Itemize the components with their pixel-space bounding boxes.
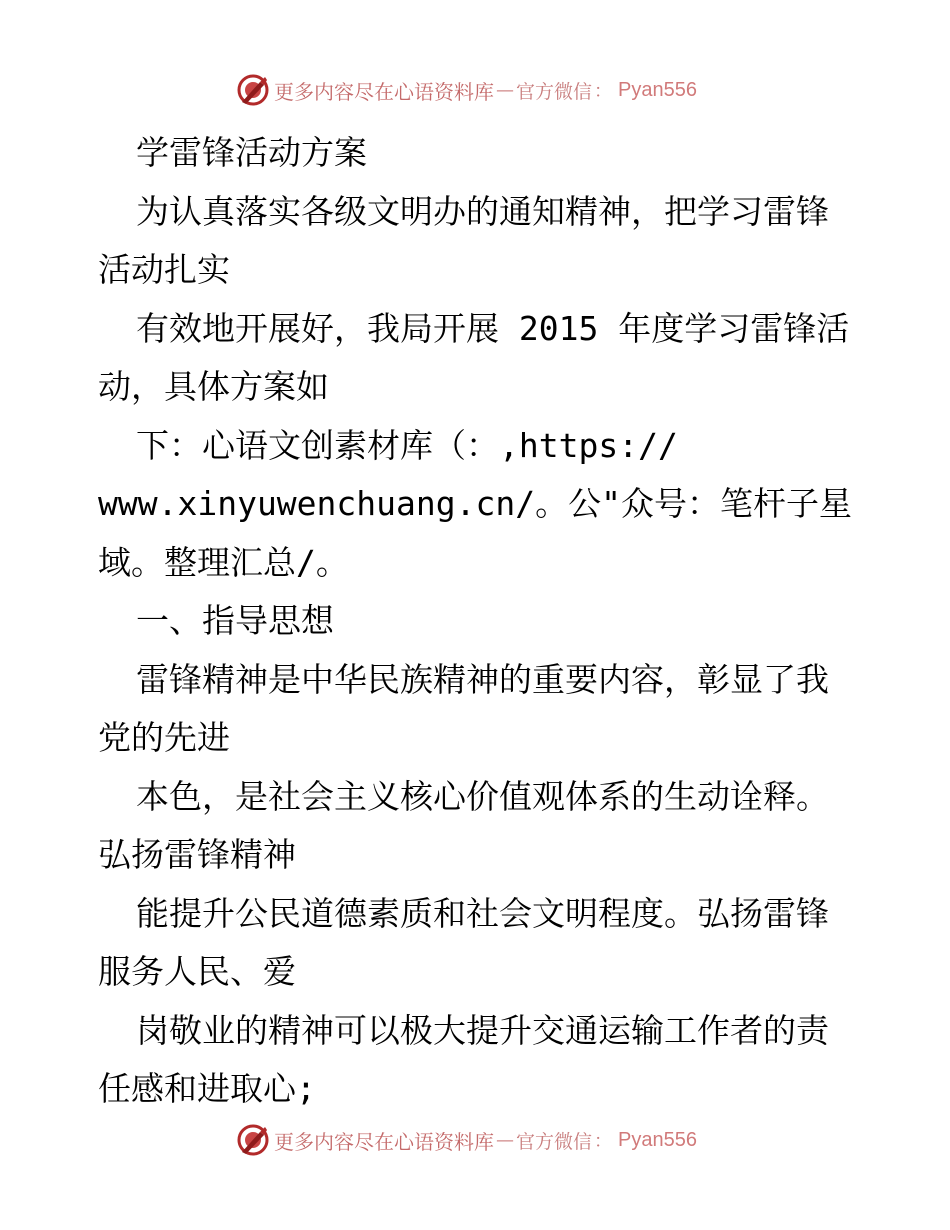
banner-wechat-label: 官方微信 xyxy=(516,80,593,103)
document-line: 为认真落实各级文明办的通知精神，把学习雷锋 xyxy=(136,191,829,231)
banner-colon: ： xyxy=(594,81,613,102)
document-line: 活动扎实 xyxy=(98,250,230,289)
document-line: 服务人民、爱 xyxy=(98,952,296,991)
document-line: 能提升公民道德素质和社会文明程度。弘扬雷锋 xyxy=(136,893,829,933)
banner-dash: — xyxy=(496,1129,514,1151)
document-line: 学雷锋活动方案 xyxy=(136,133,367,172)
banner-dash: — xyxy=(496,79,514,101)
document-line: 本色，是社会主义核心价值观体系的生动诠释。 xyxy=(136,776,829,816)
document-line: 域。整理汇总/。 xyxy=(98,542,349,582)
document-line: 一、指导思想 xyxy=(136,601,334,640)
document-line: 动，具体方案如 xyxy=(98,367,329,406)
banner-brand-text: 更多内容尽在心语资料库 xyxy=(274,1129,494,1154)
banner-wechat-handle: Pyan556 xyxy=(618,78,697,101)
banner-colon: ： xyxy=(594,1131,613,1152)
document-line: 任感和进取心; xyxy=(98,1069,316,1108)
banner-wechat-label: 官方微信 xyxy=(516,1130,593,1153)
footer-banner xyxy=(236,1122,697,1158)
banner-wechat-handle: Pyan556 xyxy=(618,1128,697,1151)
header-banner xyxy=(236,72,697,108)
pen-circle-logo-icon xyxy=(236,73,270,107)
banner-brand-text: 更多内容尽在心语资料库 xyxy=(274,79,494,104)
document-line: 党的先进 xyxy=(98,718,230,757)
document-line: 弘扬雷锋精神 xyxy=(98,835,296,874)
document-line: 有效地开展好，我局开展 2015 年度学习雷锋活 xyxy=(136,308,850,348)
pen-circle-logo-icon xyxy=(236,1123,270,1157)
document-line: 下：心语文创素材库（：,https:// xyxy=(136,425,678,465)
document-line: www.xinyuwenchuang.cn/。公"众号：笔杆子星 xyxy=(98,484,852,523)
document-body xyxy=(98,124,868,1119)
document-line: 岗敬业的精神可以极大提升交通运输工作者的责 xyxy=(136,1010,829,1050)
document-line: 雷锋精神是中华民族精神的重要内容，彰显了我 xyxy=(136,659,829,699)
